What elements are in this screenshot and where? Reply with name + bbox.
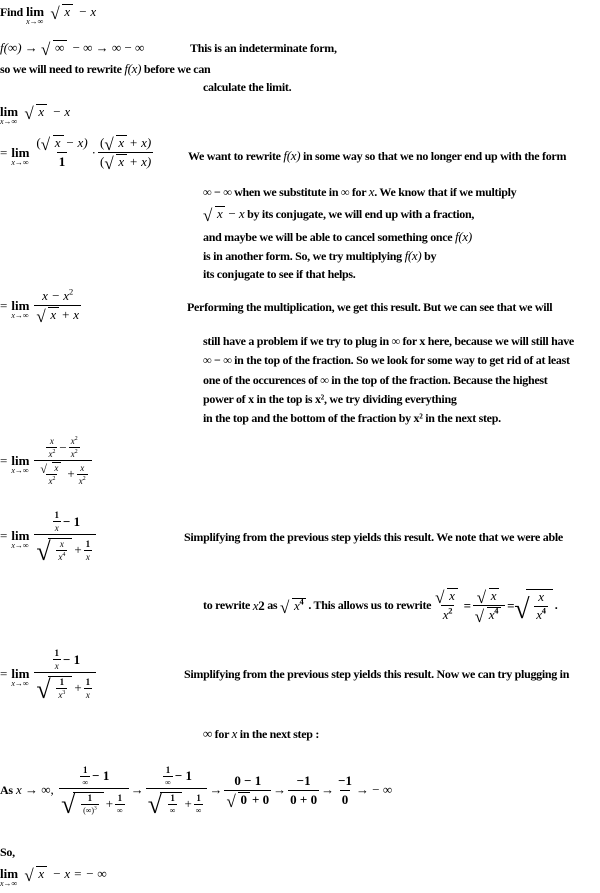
step6-note-line1: Simplifying from the previous step yields this result. We note that we were able [184, 530, 563, 544]
step1-expression: f(∞) → √ ∞ − ∞ → ∞ − ∞ [0, 40, 145, 59]
step6-expression: = lim x→∞ $\frac{1}{x}$ − 1 √ $\frac{x}{x^4}$ + $\frac{1}{x}$ [0, 510, 98, 563]
eval-fraction-5: $\frac{-1}{0}$ [338, 772, 352, 807]
step7-note-line1: Simplifying from the previous step yields this result. Now we can try plugging in [184, 667, 570, 681]
fraction: $\frac{1}{x}$ − 1 √ $\frac{x}{x^4}$ + $\frac{1}{x}$ [34, 510, 96, 563]
radical-icon: √ [50, 4, 60, 23]
radical-icon: √ [476, 588, 486, 607]
eval-fraction-2: $\frac{1}{\infty}$ − 1 √ $\frac{1}{\infty}$ + $\frac{1}{\infty}$ [146, 765, 208, 816]
step8-evaluation: As x → ∞, $\frac{1}{\infty}$ − 1 √ $\frac{1}{(\infty)^3}$ + $\frac{1}{\infty}$ → $\frac{1}{\infty}$ − 1 √ $\frac{1}{\infty}$ + $\frac{1}{\infty}$ → 0 − 1 √ 0 + 0 → $\frac{-1}{0 + 0}$ → $\frac{-1}{0}$ → − ∞ [0, 765, 393, 819]
radical-icon: √ [226, 791, 236, 811]
step3-note-line1: We want to rewrite f(x) in some way so that we no longer end up with the form [188, 148, 567, 163]
fraction: ( √ x − x) 1 [36, 135, 88, 169]
radical-icon: √ [474, 607, 484, 626]
step4-note-line3: ∞ − ∞ in the top of the fraction. So we look for some way to get rid of at least [203, 353, 570, 367]
radical-icon: √ [36, 536, 51, 566]
step6-note-line2: to rewrite x 2 as √ $x^4$ . This allows us to rewrite √ x $x^2$ = √ x √ $x^4$ = √ $\frac{x}{x^4}$ . [203, 588, 558, 626]
radical-icon: √ [41, 40, 51, 59]
radical-icon: √ [61, 789, 76, 819]
conclusion-expression: lim x→∞ √ x − x = − ∞ [0, 866, 107, 888]
step7-expression: = lim x→∞ $\frac{1}{x}$ − 1 √ $\frac{1}{x^3}$ + $\frac{1}{x}$ [0, 648, 98, 701]
problem-statement: Find lim x→∞ √ x − x [0, 4, 97, 26]
step4-note-line5: power of x in the top is x², we try dividing everything [203, 392, 457, 406]
fraction: $\frac{1}{x}$ − 1 √ $\frac{1}{x^3}$ + $\frac{1}{x}$ [34, 648, 96, 701]
step1-note-line2: so we will need to rewrite f(x) before we can [0, 61, 211, 76]
radical-icon: √ [435, 588, 445, 607]
step2-expression: lim x→∞ √ x − x [0, 104, 71, 126]
eval-fraction-4: $\frac{-1}{0 + 0}$ [290, 772, 318, 807]
step4-note-line1: Performing the multiplication, we get this result. But we can see that we will [187, 300, 553, 314]
fraction: $x - x^2$ √ x + x [36, 286, 79, 326]
radical-icon: √ [24, 104, 34, 123]
step1-note-line1: This is an indeterminate form, [190, 41, 337, 55]
eval-result: → − ∞ [356, 782, 393, 798]
step4-expression: = lim x→∞ $x - x^2$ √ x + x [0, 286, 79, 326]
conjugate-fraction: ( √ x + x) ( √ x + x) [100, 135, 152, 173]
radical-icon: √ [147, 789, 163, 819]
limit-operator: lim x→∞ [26, 4, 45, 26]
fraction: $\frac{x}{x^2}$ − $\frac{x^2}{x^2}$ √ x $x^2$ + $\frac{x}{x^2}$ [34, 436, 91, 486]
conclusion-label: So, [0, 845, 15, 859]
step3-note-line2: ∞ − ∞ when we substitute in ∞ for x. We know that if we multiply [203, 184, 517, 199]
sqrt-expression: √ x [50, 4, 73, 20]
radical-icon: √ [104, 154, 114, 173]
eval-fraction-3: 0 − 1 √ 0 + 0 [226, 772, 270, 811]
radical-icon: √ [40, 135, 51, 154]
step4-note-line4: one of the occurences of ∞ in the top of the fraction. Because the highest [203, 373, 548, 387]
find-label: Find [0, 5, 23, 19]
step4-note-line6: in the top and the bottom of the fraction by x² in the next step. [203, 411, 501, 425]
step3-note-line5: is in another form. So, we try multiplying f(x) by [203, 248, 437, 263]
step3-note-line6: its conjugate to see if that helps. [203, 267, 356, 281]
radical-icon: √ [104, 135, 114, 154]
step3-expression: = lim x→∞ ( √ x − x) 1 · ( √ x + x) ( √ x + x) [0, 135, 152, 173]
radical-icon: √ [514, 594, 530, 626]
step3-note-line4: and maybe we will be able to cancel something once f(x) [203, 229, 472, 244]
step1-note-line3: calculate the limit. [203, 80, 292, 94]
radical-icon: √ [279, 597, 289, 617]
step3-note-line3: √ x − x by its conjugate, we will end up with a fraction, [203, 206, 475, 225]
step5-expression: = lim x→∞ $\frac{x}{x^2}$ − $\frac{x^2}{x^2}$ √ x $x^2$ + $\frac{x}{x^2}$ [0, 436, 94, 486]
radical-icon: √ [36, 674, 51, 704]
radical-icon: √ [24, 866, 34, 885]
eval-fraction-1: $\frac{1}{\infty}$ − 1 √ $\frac{1}{(\infty)^3}$ + $\frac{1}{\infty}$ [59, 765, 129, 816]
radical-icon: √ [36, 307, 46, 326]
step4-note-line2: still have a problem if we try to plug in ∞ for x here, because we will still have [203, 334, 574, 348]
step7-note-line2: ∞ for x in the next step : [203, 726, 320, 741]
radical-icon: √ [40, 462, 47, 477]
radical-icon: √ [203, 206, 213, 225]
